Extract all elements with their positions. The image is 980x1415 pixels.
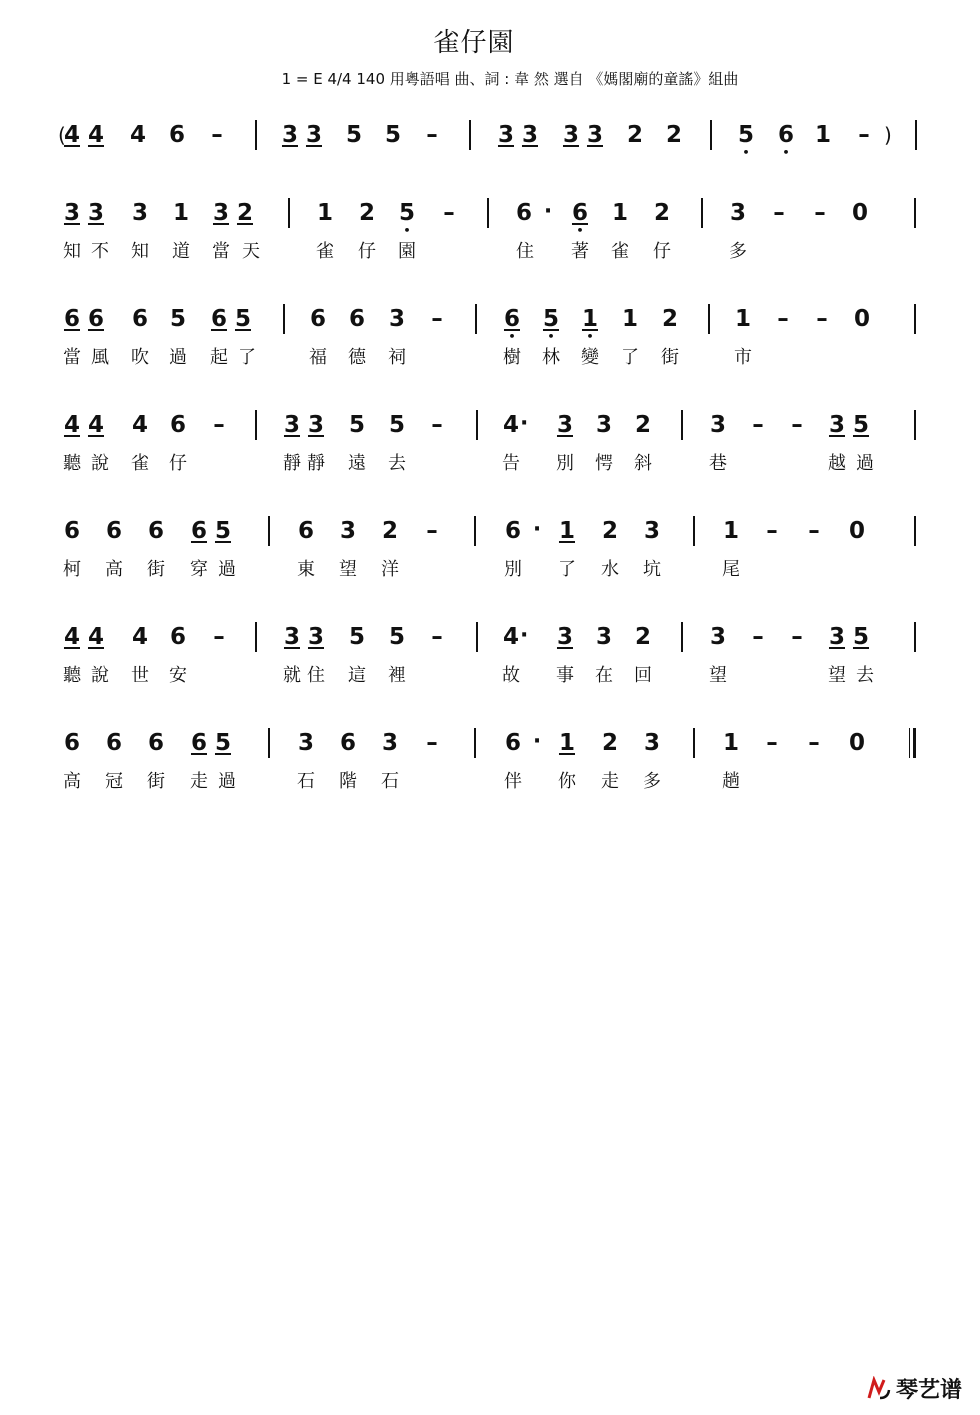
lyric: 就 <box>283 665 301 686</box>
note: – <box>791 412 803 438</box>
lyric: 當 <box>212 241 230 262</box>
lyric: 起 <box>210 347 228 368</box>
note: 3 <box>131 200 148 226</box>
note: – <box>213 624 225 650</box>
note: 1 <box>558 518 575 544</box>
bar-line <box>914 622 916 652</box>
bar-line <box>268 728 270 758</box>
bar-line <box>693 516 695 546</box>
lyric: 說 <box>91 665 109 686</box>
lyric: 祠 <box>388 347 406 368</box>
note: 5 • <box>536 304 566 334</box>
note: 3 <box>307 412 324 438</box>
note: 3 <box>339 518 356 544</box>
note: – <box>752 412 764 438</box>
lyric: 多 <box>643 771 661 792</box>
note: 3 <box>388 306 405 332</box>
lyric: 市 <box>734 347 752 368</box>
logo-text: 琴艺谱 <box>896 1378 963 1403</box>
lyric: 洋 <box>381 559 399 580</box>
note: – <box>773 200 785 226</box>
bar-line <box>268 516 270 546</box>
lyric: 去 <box>388 453 406 474</box>
note: 3 <box>297 730 314 756</box>
lyric: 故 <box>502 665 520 686</box>
note: 6 <box>131 306 148 332</box>
note: 6 <box>190 518 207 544</box>
note: – <box>213 412 225 438</box>
bar-line <box>681 410 683 440</box>
lyric: 走 <box>190 771 208 792</box>
note: 5 <box>348 624 365 650</box>
bar-line <box>693 728 695 758</box>
note: – <box>426 518 438 544</box>
note: 2 <box>634 412 651 438</box>
lyric: 住 <box>307 665 325 686</box>
note: 0 <box>851 200 868 226</box>
final-bar-thin <box>909 728 910 758</box>
note: 6 <box>63 730 80 756</box>
note: 3 <box>828 412 845 438</box>
lyric: 事 <box>556 665 574 686</box>
note: – <box>426 122 438 148</box>
lyric: 不 <box>91 241 109 262</box>
lyric: 望 <box>828 665 846 686</box>
note: 3 <box>497 122 514 148</box>
lyric: 林 <box>542 347 560 368</box>
note: 2 <box>626 122 643 148</box>
lyric: 雀 <box>316 241 334 262</box>
note: – <box>816 306 828 332</box>
lyric: 變 <box>581 347 599 368</box>
lyric: 仔 <box>169 453 187 474</box>
lyric: 德 <box>348 347 366 368</box>
lyric: 階 <box>339 771 357 792</box>
note: 6 • <box>497 304 527 334</box>
note: 5 <box>234 306 251 332</box>
bar-line <box>255 120 257 150</box>
lyric: 過 <box>218 559 236 580</box>
note: – <box>426 730 438 756</box>
note: 5 <box>388 624 405 650</box>
note: 6 <box>169 624 186 650</box>
lyric: 越 <box>828 453 846 474</box>
note: 4 <box>63 122 80 148</box>
note: – <box>752 624 764 650</box>
bar-line <box>255 622 257 652</box>
lyric: 多 <box>729 241 747 262</box>
note: 4 · <box>496 622 526 652</box>
bar-line <box>915 120 917 150</box>
note: 3 <box>595 624 612 650</box>
lyric: 柯 <box>63 559 81 580</box>
page-title: 雀仔園 <box>433 28 515 58</box>
lyric: 你 <box>558 771 576 792</box>
note: 3 <box>556 412 573 438</box>
bar-line <box>283 304 285 334</box>
lyric: 告 <box>502 453 520 474</box>
bar-line <box>475 304 477 334</box>
score-subtitle: 1 = E 4/4 140 用粵語唱 曲、詞 : 韋 然 選自 《媽閣廟的童謠》組曲 <box>281 70 739 88</box>
lyric: 了 <box>558 559 576 580</box>
note: 6 <box>190 730 207 756</box>
note: – <box>814 200 826 226</box>
lyric: 了 <box>621 347 639 368</box>
note: 2 <box>661 306 678 332</box>
note: 3 <box>828 624 845 650</box>
note: 3 <box>281 122 298 148</box>
lyric: 走 <box>601 771 619 792</box>
lyric: 尾 <box>722 559 740 580</box>
close-paren: ) <box>884 123 892 147</box>
lyric: 遠 <box>348 453 366 474</box>
note: 6 <box>339 730 356 756</box>
lyric: 去 <box>856 665 874 686</box>
note: 6 · <box>498 516 528 546</box>
note: – <box>766 518 778 544</box>
lyric: 當 <box>63 347 81 368</box>
lyric: 街 <box>147 559 165 580</box>
lyric: 水 <box>601 559 619 580</box>
lyric: 福 <box>309 347 327 368</box>
lyric: 著 <box>571 241 589 262</box>
lyric: 別 <box>504 559 522 580</box>
bar-line <box>476 622 478 652</box>
lyric: 住 <box>516 241 534 262</box>
note: 2 <box>601 730 618 756</box>
lyric: 這 <box>348 665 366 686</box>
bar-line <box>474 516 476 546</box>
note: 1 <box>814 122 831 148</box>
note: 5 <box>345 122 362 148</box>
note: 1 <box>558 730 575 756</box>
lyric: 裡 <box>388 665 406 686</box>
note: 6 • <box>565 198 595 228</box>
note: 1 <box>172 200 189 226</box>
note: 1 <box>722 518 739 544</box>
lyric: 望 <box>339 559 357 580</box>
lyric: 別 <box>556 453 574 474</box>
note: 0 <box>848 518 865 544</box>
note: 6 <box>169 412 186 438</box>
note: – <box>777 306 789 332</box>
note: 4 <box>87 624 104 650</box>
lyric: 聽 <box>63 665 81 686</box>
note: 0 <box>853 306 870 332</box>
bar-line <box>914 304 916 334</box>
note: 3 <box>63 200 80 226</box>
note: 3 <box>709 412 726 438</box>
lyric: 坑 <box>643 559 661 580</box>
bar-line <box>476 410 478 440</box>
note: 3 <box>305 122 322 148</box>
note: – <box>766 730 778 756</box>
bar-line <box>914 516 916 546</box>
note: 3 <box>729 200 746 226</box>
note: – <box>808 518 820 544</box>
score-system <box>0 190 980 270</box>
lyric: 冠 <box>105 771 123 792</box>
note: 3 <box>381 730 398 756</box>
note: 6 <box>147 730 164 756</box>
note: 5 <box>384 122 401 148</box>
lyric: 穿 <box>190 559 208 580</box>
bar-line <box>681 622 683 652</box>
lyric: 風 <box>91 347 109 368</box>
note: 5 • <box>392 198 422 228</box>
note: 1 <box>316 200 333 226</box>
note: 2 <box>236 200 253 226</box>
note: 6 <box>348 306 365 332</box>
note: 3 <box>643 518 660 544</box>
note: 4 <box>63 412 80 438</box>
note: 3 <box>212 200 229 226</box>
note: 4 <box>87 412 104 438</box>
note: 1 <box>611 200 628 226</box>
note: 6 <box>105 730 122 756</box>
lyric: 聽 <box>63 453 81 474</box>
note: 3 <box>709 624 726 650</box>
lyric: 過 <box>169 347 187 368</box>
lyric: 靜 <box>283 453 301 474</box>
note: 5 <box>214 730 231 756</box>
note: – <box>211 122 223 148</box>
note: 6 <box>309 306 326 332</box>
note: 6 <box>63 518 80 544</box>
note: 3 <box>556 624 573 650</box>
bar-line <box>288 198 290 228</box>
bar-line <box>487 198 489 228</box>
lyric: 石 <box>381 771 399 792</box>
lyric: 過 <box>218 771 236 792</box>
note: – <box>808 730 820 756</box>
lyric: 安 <box>169 665 187 686</box>
note: – <box>431 624 443 650</box>
lyric: 高 <box>63 771 81 792</box>
note: 4 <box>129 122 146 148</box>
note: 4 · <box>496 410 526 440</box>
note: 2 <box>601 518 618 544</box>
note: 6 • <box>771 120 801 150</box>
lyric: 趟 <box>722 771 740 792</box>
lyric: 仔 <box>653 241 671 262</box>
lyric: 街 <box>147 771 165 792</box>
score-system <box>0 296 980 376</box>
note: 5 <box>852 624 869 650</box>
note: 5 • <box>731 120 761 150</box>
score-system <box>0 614 980 694</box>
bar-line <box>701 198 703 228</box>
lyric: 過 <box>856 453 874 474</box>
lyric: 在 <box>595 665 613 686</box>
lyric: 高 <box>105 559 123 580</box>
lyric: 石 <box>297 771 315 792</box>
note: 5 <box>388 412 405 438</box>
note: 3 <box>586 122 603 148</box>
note: 3 <box>283 412 300 438</box>
bar-line <box>708 304 710 334</box>
note: 6 <box>147 518 164 544</box>
bar-line <box>474 728 476 758</box>
note: 3 <box>307 624 324 650</box>
note: 6 <box>297 518 314 544</box>
lyric: 道 <box>172 241 190 262</box>
note: 6 · <box>498 728 528 758</box>
lyric: 愕 <box>595 453 613 474</box>
lyric: 街 <box>661 347 679 368</box>
note: – <box>443 200 455 226</box>
note: 3 <box>643 730 660 756</box>
lyric: 仔 <box>358 241 376 262</box>
note: 2 <box>381 518 398 544</box>
bar-line <box>914 198 916 228</box>
lyric: 知 <box>131 241 149 262</box>
note: 6 <box>87 306 104 332</box>
note: 1 <box>734 306 751 332</box>
note: 6 <box>105 518 122 544</box>
lyric: 斜 <box>634 453 652 474</box>
note: 1 <box>621 306 638 332</box>
lyric: 知 <box>63 241 81 262</box>
bar-line <box>469 120 471 150</box>
lyric: 了 <box>238 347 256 368</box>
note: 5 <box>852 412 869 438</box>
lyric: 靜 <box>307 453 325 474</box>
note: 5 <box>169 306 186 332</box>
note: 3 <box>87 200 104 226</box>
note: 2 <box>358 200 375 226</box>
note: 2 <box>634 624 651 650</box>
note: 2 <box>665 122 682 148</box>
note: 0 <box>848 730 865 756</box>
final-bar-thick <box>913 728 916 758</box>
lyric: 望 <box>709 665 727 686</box>
lyric: 回 <box>634 665 652 686</box>
note: 4 <box>131 624 148 650</box>
bar-line <box>710 120 712 150</box>
note: 3 <box>562 122 579 148</box>
note: 3 <box>521 122 538 148</box>
note: 2 <box>653 200 670 226</box>
lyric: 吹 <box>131 347 149 368</box>
note: 1 • <box>575 304 605 334</box>
note: – <box>431 412 443 438</box>
note: – <box>858 122 870 148</box>
note: 4 <box>131 412 148 438</box>
lyric: 伴 <box>504 771 522 792</box>
lyric: 雀 <box>131 453 149 474</box>
note: 5 <box>214 518 231 544</box>
open-paren: ( <box>58 123 66 147</box>
note: 4 <box>63 624 80 650</box>
note: 3 <box>283 624 300 650</box>
bar-line <box>255 410 257 440</box>
note: – <box>431 306 443 332</box>
note: 6 <box>63 306 80 332</box>
lyric: 巷 <box>709 453 727 474</box>
note: 6 · <box>509 198 539 228</box>
bar-line <box>914 410 916 440</box>
lyric: 世 <box>131 665 149 686</box>
note: 6 <box>210 306 227 332</box>
note: – <box>791 624 803 650</box>
note: 6 <box>168 122 185 148</box>
score-system <box>0 508 980 588</box>
score-system <box>0 402 980 482</box>
brand-logo <box>866 1373 962 1404</box>
note: 5 <box>348 412 365 438</box>
lyric: 雀 <box>611 241 629 262</box>
score-system <box>0 720 980 800</box>
lyric: 東 <box>297 559 315 580</box>
logo-icon <box>866 1376 892 1402</box>
lyric: 園 <box>398 241 416 262</box>
lyric: 說 <box>91 453 109 474</box>
score-system <box>0 112 980 192</box>
note: 1 <box>722 730 739 756</box>
note: 3 <box>595 412 612 438</box>
lyric: 天 <box>242 241 260 262</box>
note: 4 <box>87 122 104 148</box>
lyric: 樹 <box>503 347 521 368</box>
